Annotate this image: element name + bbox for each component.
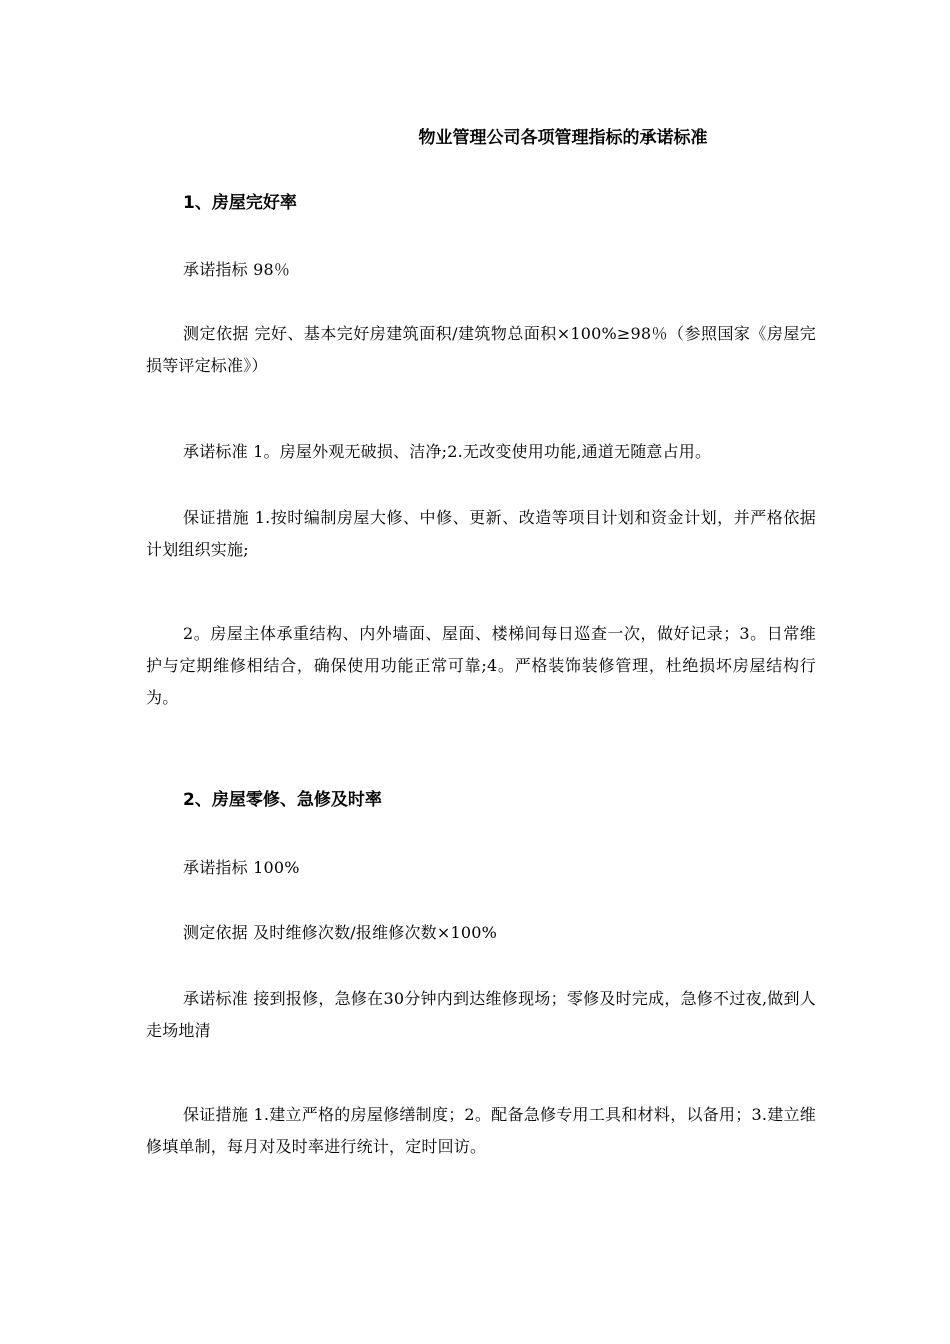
- section-heading-1: 1、房屋完好率: [183, 193, 297, 213]
- section-heading-2: 2、房屋零修、急修及时率: [183, 790, 382, 810]
- paragraph-guarantee-measures-2: 保证措施 1.建立严格的房屋修缮制度；2。配备急修专用工具和材料，以备用；3.建立维修填单制，每月对及时率进行统计，定时回访。: [146, 1105, 816, 1156]
- paragraph-measurement-basis-1: 测定依据 完好、基本完好房建筑面积/建筑物总面积×100%≥98％（参照国家《房屋完损等评定标准》）: [146, 324, 816, 375]
- paragraph-measurement-basis-2: 测定依据 及时维修次数/报维修次数×100%: [183, 923, 498, 942]
- paragraph-commitment-index-1: 承诺指标 98％: [183, 260, 291, 279]
- document-title: 物业管理公司各项管理指标的承诺标准: [418, 128, 708, 148]
- paragraph-commitment-standard-1: 承诺标准 1。房屋外观无破损、洁净;2.无改变使用功能,通道无随意占用。: [183, 442, 712, 461]
- paragraph-guarantee-measures-1: 保证措施 1.按时编制房屋大修、中修、更新、改造等项目计划和资金计划，并严格依据计划组织实施;: [146, 508, 816, 559]
- paragraph-commitment-standard-2: 承诺标准 接到报修，急修在30分钟内到达维修现场；零修及时完成，急修不过夜,做到人走场地清: [146, 989, 816, 1040]
- paragraph-guarantee-measures-1-continued: 2。房屋主体承重结构、内外墙面、屋面、楼梯间每日巡查一次，做好记录；3。日常维护与定期维修相结合，确保使用功能正常可靠;4。严格装饰装修管理，杜绝损坏房屋结构行为。: [146, 624, 816, 707]
- paragraph-commitment-index-2: 承诺指标 100%: [183, 858, 300, 877]
